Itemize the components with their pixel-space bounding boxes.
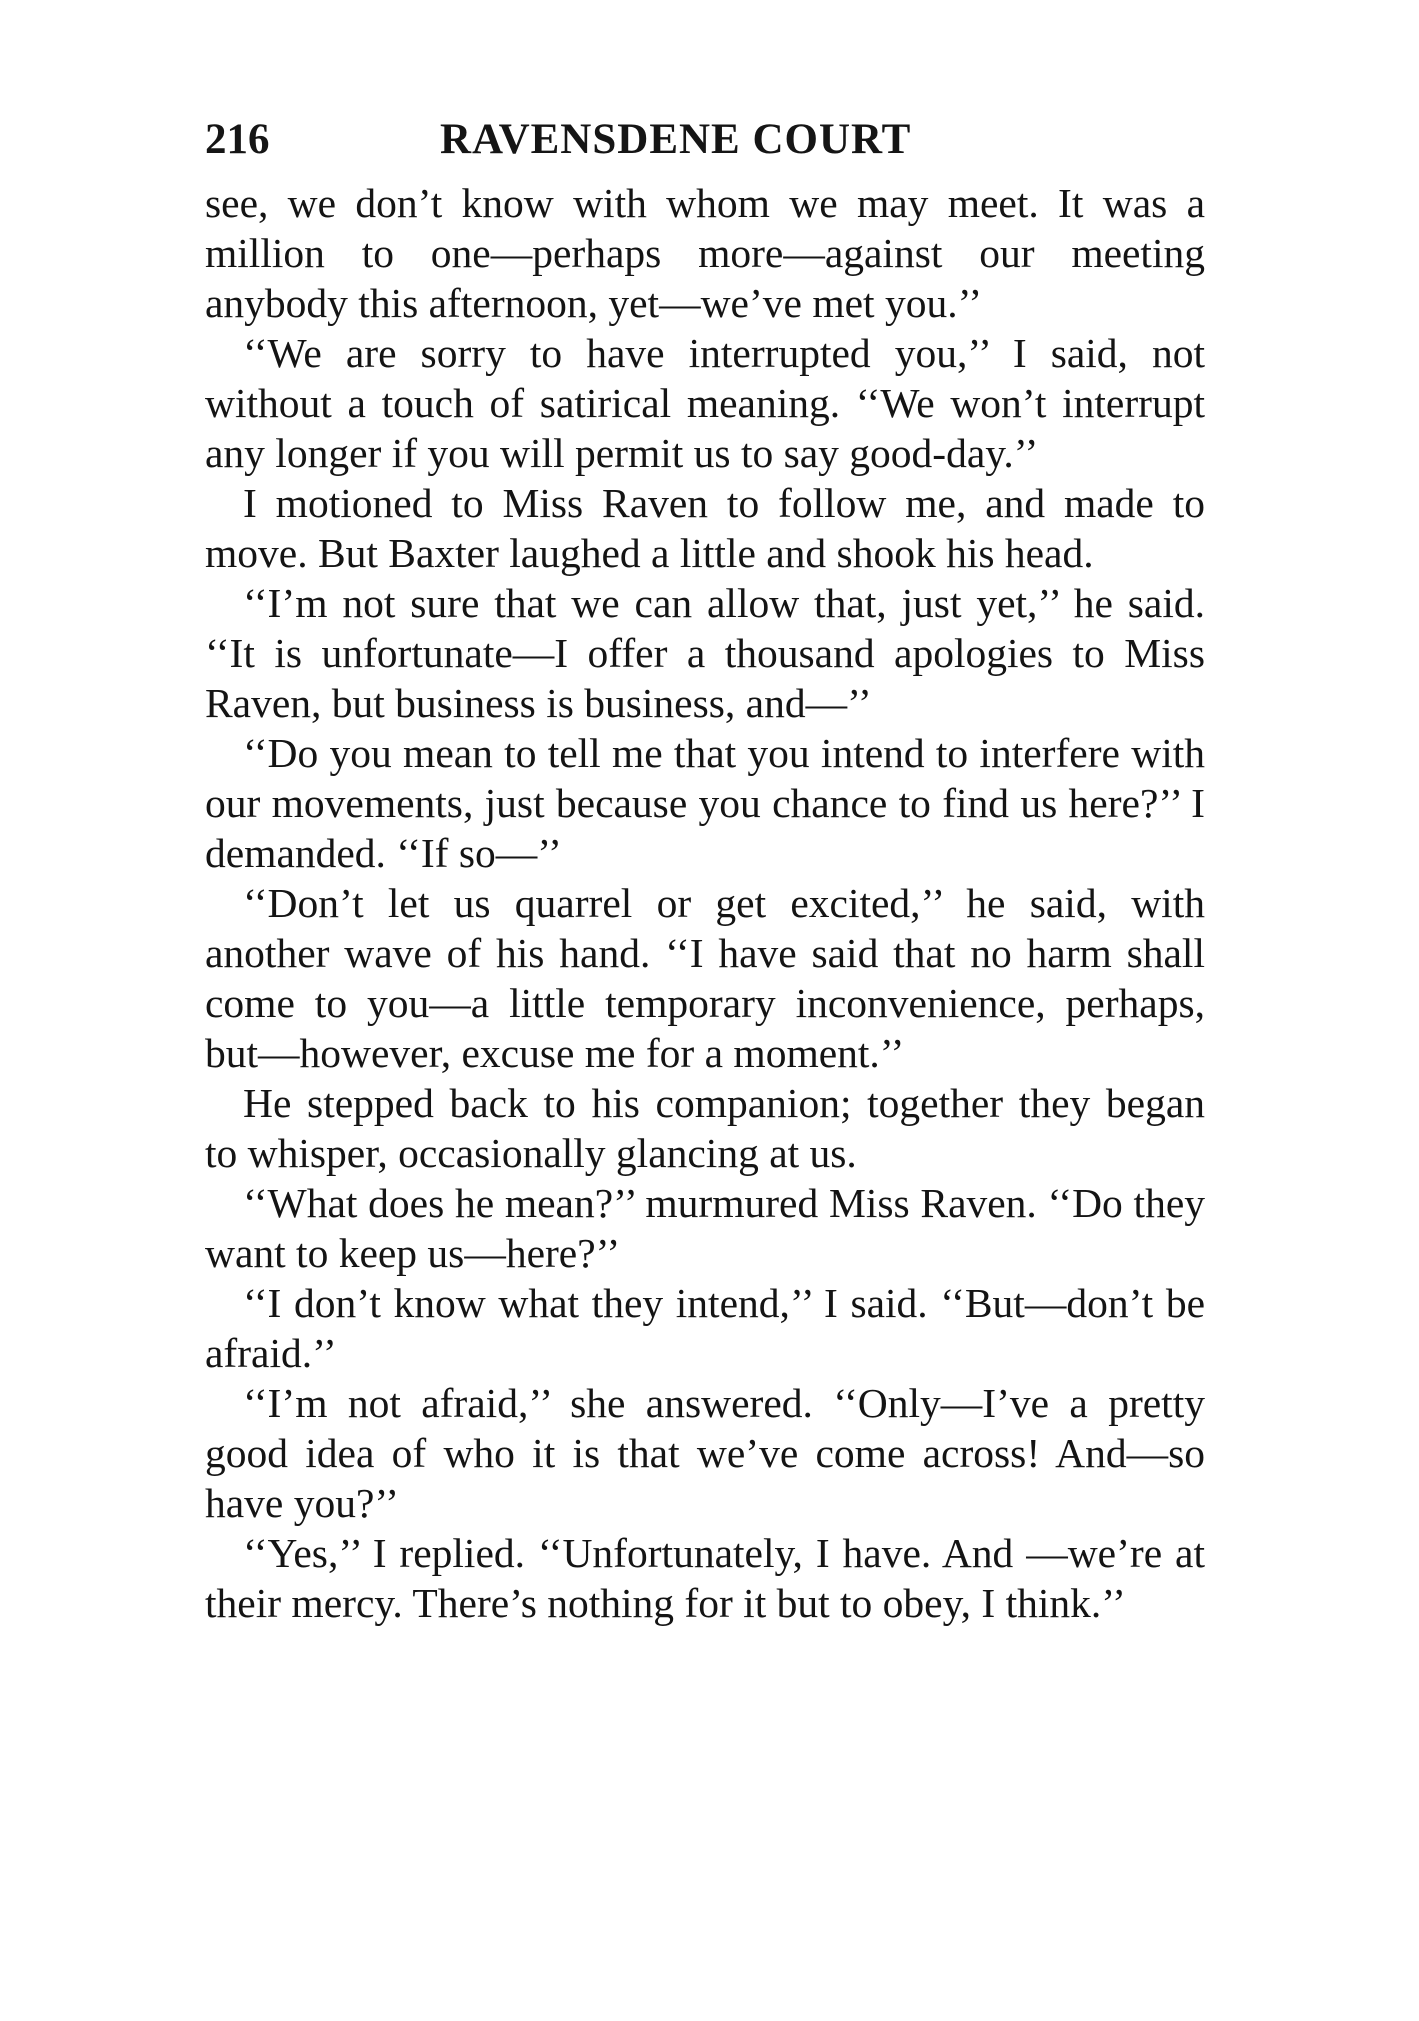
- paragraph-10: ‘‘I’m not afraid,’’ she answered. ‘‘Only—I’ve a pretty good idea of who it is that we’ve come across! And—so have you?’’: [205, 1380, 1205, 1526]
- paragraph-7: He stepped back to his companion; together they began to whisper, occasionally glancing at us.: [205, 1080, 1205, 1176]
- paragraph-11: ‘‘Yes,’’ I replied. ‘‘Unfortunately, I have. And —we’re at their mercy. There’s nothing for it but to obey, I think.’’: [205, 1530, 1205, 1626]
- page-number: 216: [205, 116, 270, 163]
- paragraph-1: see, we don’t know with whom we may meet. It was a million to one—perhaps more—against our meeting anybody this afternoon, yet—we’ve met you.’’: [205, 180, 1205, 326]
- paragraph-3: I motioned to Miss Raven to follow me, and made to move. But Baxter laughed a little and shook his head.: [205, 480, 1205, 576]
- paragraph-6: ‘‘Don’t let us quarrel or get excited,’’ he said, with another wave of his hand. ‘‘I have said that no harm shall come to you—a little temporary inconvenience, perhaps, but—however, excuse me for a moment.’’: [205, 880, 1205, 1076]
- book-title: RAVENSDENE COURT: [440, 116, 912, 163]
- paragraph-4: ‘‘I’m not sure that we can allow that, just yet,’’ he said. ‘‘It is unfortunate—I offer a thousand apologies to Miss Raven, but business is business, and—’’: [205, 580, 1205, 726]
- paragraph-5: ‘‘Do you mean to tell me that you intend to interfere with our movements, just because you chance to find us here?’’ I demanded. ‘‘If so—’’: [205, 730, 1205, 876]
- paragraph-2: ‘‘We are sorry to have interrupted you,’’ I said, not without a touch of satirical meaning. ‘‘We won’t interrupt any longer if you will permit us to say good-day.’’: [205, 330, 1205, 476]
- paragraph-9: ‘‘I don’t know what they intend,’’ I said. ‘‘But—don’t be afraid.’’: [205, 1280, 1205, 1376]
- running-head: [205, 108, 1205, 172]
- body-text: [205, 178, 1205, 1628]
- paragraph-8: ‘‘What does he mean?’’ murmured Miss Raven. ‘‘Do they want to keep us—here?’’: [205, 1180, 1205, 1276]
